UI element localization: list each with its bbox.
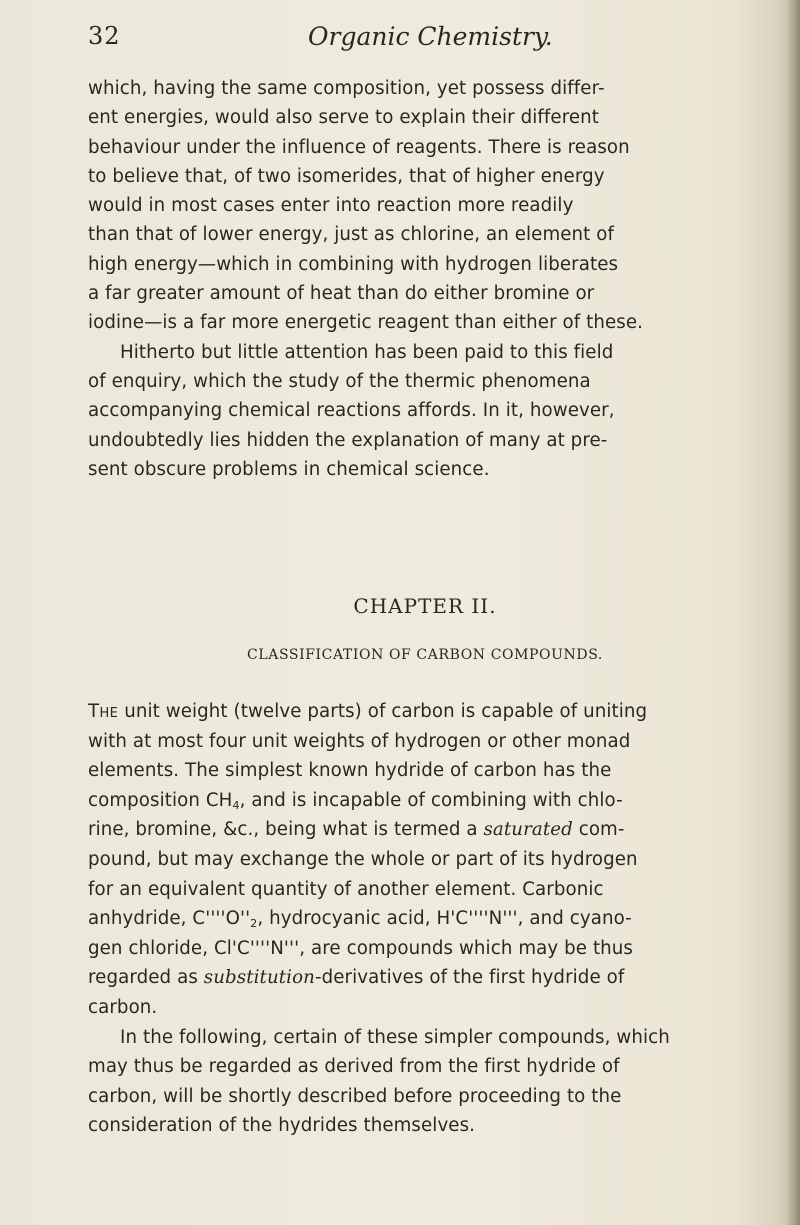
text-line: for an equivalent quantity of another element. Carbonic (88, 878, 604, 900)
text-line: than that of lower energy, just as chlorine, an element of (88, 224, 615, 246)
text-fragment: composition CH (88, 789, 233, 811)
chapter-heading: CHAPTER II. (353, 594, 497, 618)
text-line: pound, but may exchange the whole or part of its hydrogen (88, 848, 638, 870)
text-fragment: , and is incapable of combining with chlo- (239, 789, 623, 811)
text-line: of enquiry, which the study of the thermic phenomena (88, 370, 591, 392)
text-fragment: -derivatives of the first hydride of (314, 967, 625, 989)
running-title: Organic Chemistry. (308, 22, 553, 51)
text-fragment: anhydride, C''''O'' (88, 908, 251, 930)
text-line: sent obscure problems in chemical science. (88, 458, 490, 480)
text-fragment: com- (572, 819, 625, 841)
opening-word: The (88, 701, 119, 722)
italic-term: saturated (483, 819, 573, 841)
text-line: elements. The simplest known hydride of carbon has the (88, 760, 612, 782)
text-line: would in most cases enter into reaction more readily (88, 195, 574, 217)
text-line: accompanying chemical reactions affords. In it, however, (88, 400, 615, 422)
text-line: undoubtedly lies hidden the explanation of many at pre- (88, 429, 608, 451)
text-fragment: rine, bromine, &c., being what is termed a (88, 819, 484, 841)
text-line (88, 904, 760, 934)
text-line: to believe that, of two isomerides, that of higher energy (88, 165, 605, 187)
text-line: consideration of the hydrides themselves. (88, 1115, 476, 1137)
text-line: iodine—is a far more energetic reagent than either of these. (88, 312, 644, 334)
subscript: 4 (232, 798, 240, 812)
text-fragment: , hydrocyanic acid, H'C''''N''', and cyano- (257, 908, 632, 930)
text-line: carbon, will be shortly described before proceeding to the (88, 1085, 622, 1107)
text-line (88, 815, 760, 845)
text-fragment: regarded as (88, 967, 204, 989)
italic-term: substitution (203, 967, 315, 989)
text-fragment: unit weight (twelve parts) of carbon is capable of uniting (118, 701, 648, 722)
text-line: behaviour under the influence of reagents. There is reason (88, 136, 630, 158)
text-line: In the following, certain of these simpler compounds, which (120, 1026, 670, 1048)
text-line (88, 697, 760, 727)
text-line: gen chloride, Cl'C''''N''', are compounds which may be thus (88, 937, 634, 959)
text-line (88, 963, 760, 993)
text-line: with at most four unit weights of hydrogen or other monad (88, 730, 631, 752)
paragraph-carbon-classification (88, 697, 760, 1141)
text-line: carbon. (88, 996, 158, 1018)
chapter-subtitle: CLASSIFICATION OF CARBON COMPOUNDS. (247, 647, 603, 663)
text-line: high energy—which in combining with hydrogen liberates (88, 253, 619, 275)
text-line: Hitherto but little attention has been paid to this field (120, 341, 614, 363)
text-line (88, 786, 760, 816)
text-line: a far greater amount of heat than do either bromine or (88, 283, 595, 305)
subscript: 2 (250, 917, 258, 931)
running-head (88, 22, 760, 62)
page-number: 32 (88, 22, 121, 50)
text-line: may thus be regarded as derived from the first hydride of (88, 1056, 620, 1078)
text-line: which, having the same composition, yet possess differ- (88, 78, 605, 99)
paragraph-isomerides-energy (88, 74, 760, 484)
text-line: ent energies, would also serve to explain their different (88, 107, 600, 129)
